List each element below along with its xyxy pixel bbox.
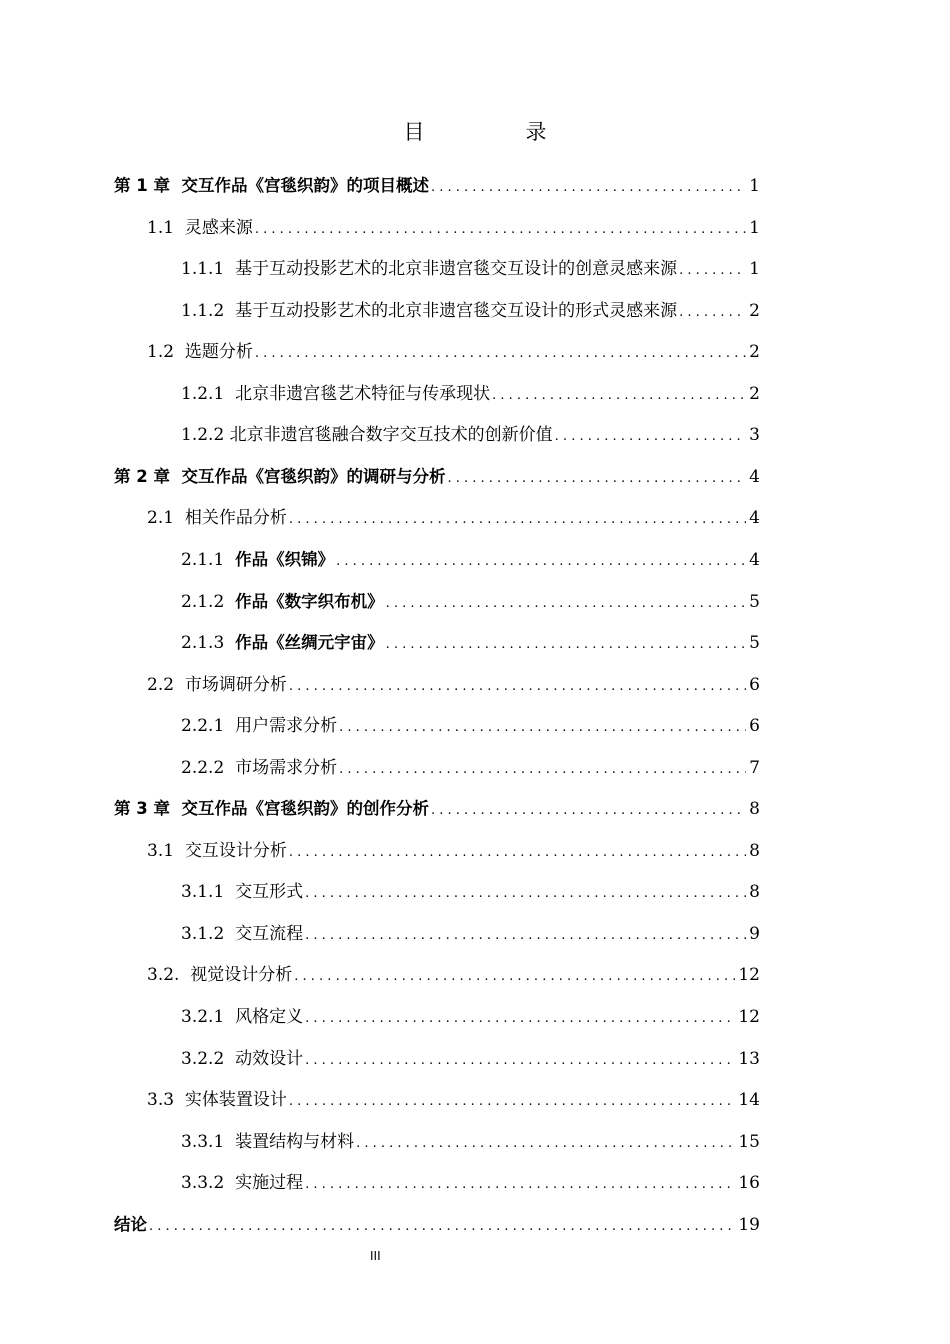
toc-entry-page: 4 [749,466,760,487]
toc-entry-number: 第 2 章 [114,466,182,486]
toc-entry-title: 作品《织锦》 [235,549,335,569]
toc-entry-page: 6 [749,674,760,695]
toc-entry-title: 作品《丝绸元宇宙》 [235,633,384,653]
toc-entry-number: 2.1.1 [181,549,236,570]
toc-entry-title: 装置结构与材料 [235,1131,355,1152]
toc-entry[interactable] [114,797,760,821]
toc-entry[interactable] [181,714,760,738]
toc-dot-leader [305,1173,735,1197]
toc-entry-number: 2.1 [147,508,185,529]
toc-entry-page: 4 [749,508,760,529]
toc-entry[interactable] [181,922,760,946]
toc-entry[interactable] [181,1130,760,1154]
toc-entry[interactable] [181,548,760,572]
toc-dot-leader [289,1090,736,1114]
toc-entry-number: 3.1 [147,840,185,861]
toc-entry-title: 北京非遗宫毯融合数字交互技术的创新价值 [229,425,553,446]
toc-entry-title: 选题分析 [184,342,253,363]
toc-entry-title: 视觉设计分析 [190,965,293,986]
toc-entry-page: 2 [749,300,760,321]
toc-entry-title: 实体装置设计 [184,1090,287,1111]
toc-entry-title: 结论 [114,1214,147,1234]
toc-entry-page: 13 [738,1048,760,1069]
toc-entry[interactable] [181,257,760,281]
toc-entry-number: 1.1 [147,217,185,238]
toc-dot-leader [149,1215,735,1239]
toc-dot-leader [555,425,747,449]
toc-entry-number: 3.3 [147,1090,185,1111]
toc-dot-leader [679,301,746,325]
toc-entry-title: 交互作品《宫毯织韵》的创作分析 [181,799,429,819]
toc-entry-title: 作品《数字织布机》 [235,591,384,611]
toc-entry[interactable] [181,1047,760,1071]
toc-entry-title: 基于互动投影艺术的北京非遗宫毯交互设计的形式灵感来源 [235,300,678,321]
toc-entry-title: 交互作品《宫毯织韵》的项目概述 [181,176,429,195]
toc-entry-number: 3.1.1 [181,882,236,903]
toc-entry-page: 1 [749,259,760,280]
toc-dot-leader [305,882,746,906]
toc-entry[interactable] [147,340,760,364]
toc-entry-page: 12 [738,1007,760,1027]
toc-entry-number: 1.1.2 [181,300,236,321]
toc-entry[interactable] [181,880,760,904]
toc-entry-number: 第 3 章 [114,799,182,819]
toc-entry[interactable] [114,1213,760,1237]
toc-entry-number: 3.2. [147,965,191,986]
toc-entry-title: 基于互动投影艺术的北京非遗宫毯交互设计的创意灵感来源 [235,259,678,280]
toc-entry-title: 北京非遗宫毯艺术特征与传承现状 [235,383,491,404]
toc-entry-number: 3.3.1 [181,1131,236,1152]
toc-entry-number: 2.2.1 [181,716,236,737]
toc-dot-leader [356,1132,735,1156]
toc-entry-page: 8 [749,840,760,861]
toc-dot-leader [386,592,747,616]
toc-entry-page: 2 [749,342,760,363]
toc-entry[interactable] [147,963,760,987]
toc-entry-page: 15 [738,1131,760,1152]
toc-entry-title: 市场需求分析 [235,757,338,778]
toc-entry-page: 3 [749,425,760,446]
toc-dot-leader [305,1049,735,1073]
toc-dot-leader [492,384,746,408]
toc-dot-leader [305,924,746,948]
toc-entry-number: 3.3.2 [181,1173,236,1194]
toc-entry-page: 9 [749,923,760,944]
toc-entry-number: 第 1 章 [114,176,182,195]
toc-entry-title: 市场调研分析 [184,674,287,695]
toc-entry[interactable] [114,465,760,489]
toc-entry-number: 2.2 [147,674,185,695]
toc-entry[interactable] [181,299,760,323]
toc-dot-leader [339,716,746,740]
toc-dot-leader [305,1007,735,1031]
toc-entry-page: 2 [749,383,760,404]
toc-entry[interactable] [147,216,760,240]
page-title: 目 录 [403,120,587,144]
toc-entry-number: 1.2 [147,342,185,363]
toc-entry[interactable] [114,174,760,198]
toc-entry-page: 8 [749,882,760,903]
toc-entry[interactable] [147,839,760,863]
toc-entry-title: 交互设计分析 [184,840,287,861]
toc-entry[interactable] [147,506,760,530]
toc-entry[interactable] [181,631,760,655]
toc-dot-leader [289,508,746,532]
toc-entry[interactable] [181,423,760,447]
toc-entry[interactable] [181,590,760,614]
toc-entry[interactable] [147,1088,760,1112]
toc-dot-leader [431,176,746,200]
toc-entry-number: 3.2.2 [181,1048,236,1069]
toc-entry-page: 14 [738,1090,760,1111]
toc-entry-number: 2.1.3 [181,633,236,654]
toc-dot-leader [447,467,746,491]
toc-entry-title: 用户需求分析 [235,716,338,737]
toc-entry-title: 实施过程 [235,1173,304,1194]
toc-entry-page: 1 [749,217,760,238]
toc-entry[interactable] [147,673,760,697]
toc-dot-leader [294,965,735,989]
toc-dot-leader [336,550,746,574]
toc-dot-leader [339,758,746,782]
toc-dot-leader [431,799,746,823]
toc-entry-title: 灵感来源 [184,217,253,238]
toc-entry[interactable] [181,1005,760,1029]
toc-entry-page: 12 [738,965,760,986]
toc-entry-number: 1.1.1 [181,259,236,280]
toc-dot-leader [255,342,746,366]
toc-entry-title: 交互作品《宫毯织韵》的调研与分析 [181,466,446,486]
toc-dot-leader [255,218,746,242]
toc-entry[interactable] [181,756,760,780]
toc-entry-title: 动效设计 [235,1048,304,1069]
toc-entry-page: 16 [738,1173,760,1194]
toc-entry-title: 交互形式 [235,882,304,903]
toc-entry-page: 4 [749,549,760,570]
toc-dot-leader [289,841,746,865]
toc-entry-title: 风格定义 [235,1007,304,1027]
toc-entry-number: 2.2.2 [181,757,236,778]
toc-entry-page: 1 [749,176,760,196]
toc-entry-page: 5 [749,591,760,612]
toc-entry-page: 7 [749,757,760,778]
page-number-footer: III [370,1249,381,1263]
toc-entry-number: 3.2.1 [181,1007,236,1027]
toc-entry-page: 19 [738,1214,760,1235]
toc-entry-page: 8 [749,799,760,820]
toc-dot-leader [386,633,747,657]
toc-entry[interactable] [181,1171,760,1195]
toc-entry-number: 3.1.2 [181,923,236,944]
toc-entry-number: 1.2.2 [181,425,230,446]
toc-entry-page: 5 [749,633,760,654]
toc-dot-leader [289,675,746,699]
toc-entry-page: 6 [749,716,760,737]
toc-entry-number: 1.2.1 [181,383,236,404]
toc-entry-title: 相关作品分析 [184,508,287,529]
toc-entry-number: 2.1.2 [181,591,236,612]
toc-entry[interactable] [181,382,760,406]
toc-dot-leader [679,259,746,283]
toc-entry-title: 交互流程 [235,923,304,944]
